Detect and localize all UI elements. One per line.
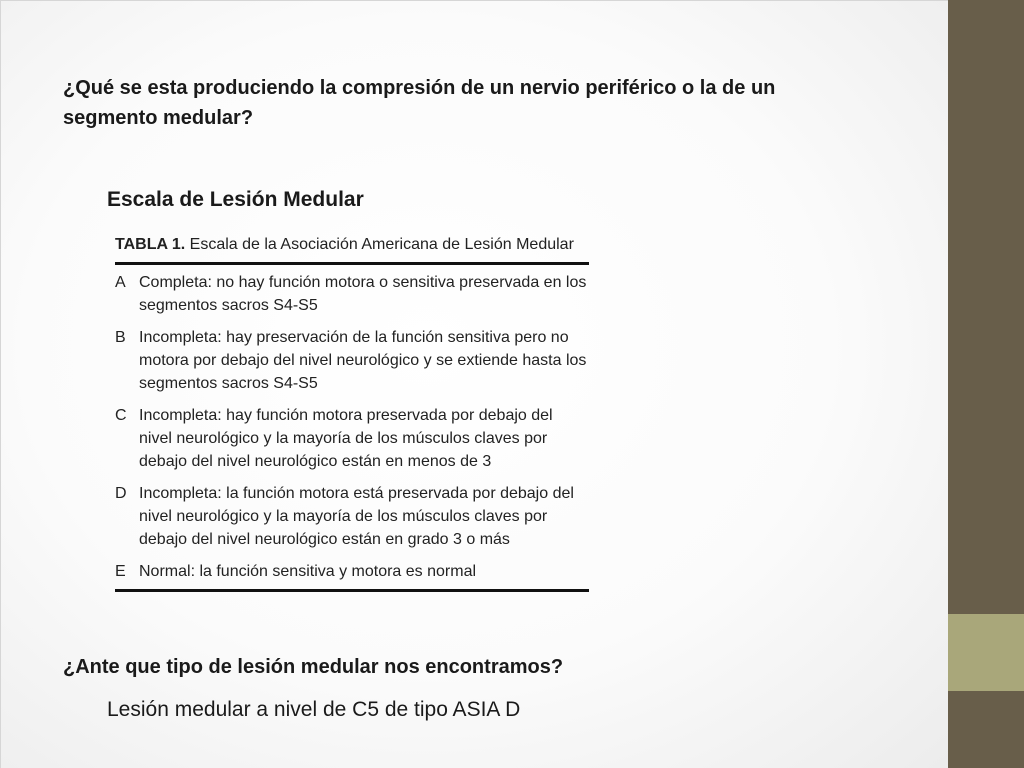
- row-text: Completa: no hay función motora o sensitiva preservada en los segmentos sacros S4-S5: [139, 274, 587, 314]
- sidebar-decor-band: [948, 614, 1024, 691]
- table-row-c: [115, 404, 589, 473]
- row-text: Incompleta: la función motora está preservada por debajo del nivel neurológico y la mayoría de los músculos claves por debajo del nivel neurológico están en grado 3 o más: [139, 485, 574, 548]
- table-row-b: [115, 326, 589, 395]
- row-letter: D: [115, 485, 127, 502]
- asia-table: [115, 233, 589, 592]
- row-text: Incompleta: hay preservación de la función sensitiva pero no motora por debajo del nivel neurológico y se extiende hasta los segmentos sacros S4-S5: [139, 329, 587, 392]
- sidebar-decor-bottom: [948, 691, 1024, 768]
- question-lesion-type: ¿Ante que tipo de lesión medular nos encontramos?: [63, 656, 564, 678]
- row-text: Normal: la función sensitiva y motora es normal: [139, 563, 477, 580]
- table-caption: [115, 233, 589, 256]
- table-row-d: [115, 482, 589, 551]
- table-row-e: [115, 560, 589, 583]
- table-bottom-rule: [115, 589, 589, 592]
- row-letter: B: [115, 329, 126, 346]
- sidebar-decor-top: [948, 0, 1024, 614]
- row-text: Incompleta: hay función motora preservada por debajo del nivel neurológico y la mayoría de los músculos claves por debajo del nivel neurológico están en menos de 3: [139, 407, 553, 470]
- table-rows: [115, 265, 589, 583]
- table-row-a: [115, 271, 589, 317]
- question-compression: ¿Qué se esta produciendo la compresión de un nervio periférico o la de un segmento medular?: [63, 77, 776, 129]
- table-caption-label: TABLA 1.: [115, 236, 186, 253]
- row-letter: A: [115, 274, 126, 291]
- subheading-escala: Escala de Lesión Medular: [107, 188, 364, 211]
- answer-text: Lesión medular a nivel de C5 de tipo ASIA D: [107, 698, 521, 721]
- table-caption-text: Escala de la Asociación Americana de Lesión Medular: [185, 236, 574, 253]
- row-letter: C: [115, 407, 127, 424]
- row-letter: E: [115, 563, 126, 580]
